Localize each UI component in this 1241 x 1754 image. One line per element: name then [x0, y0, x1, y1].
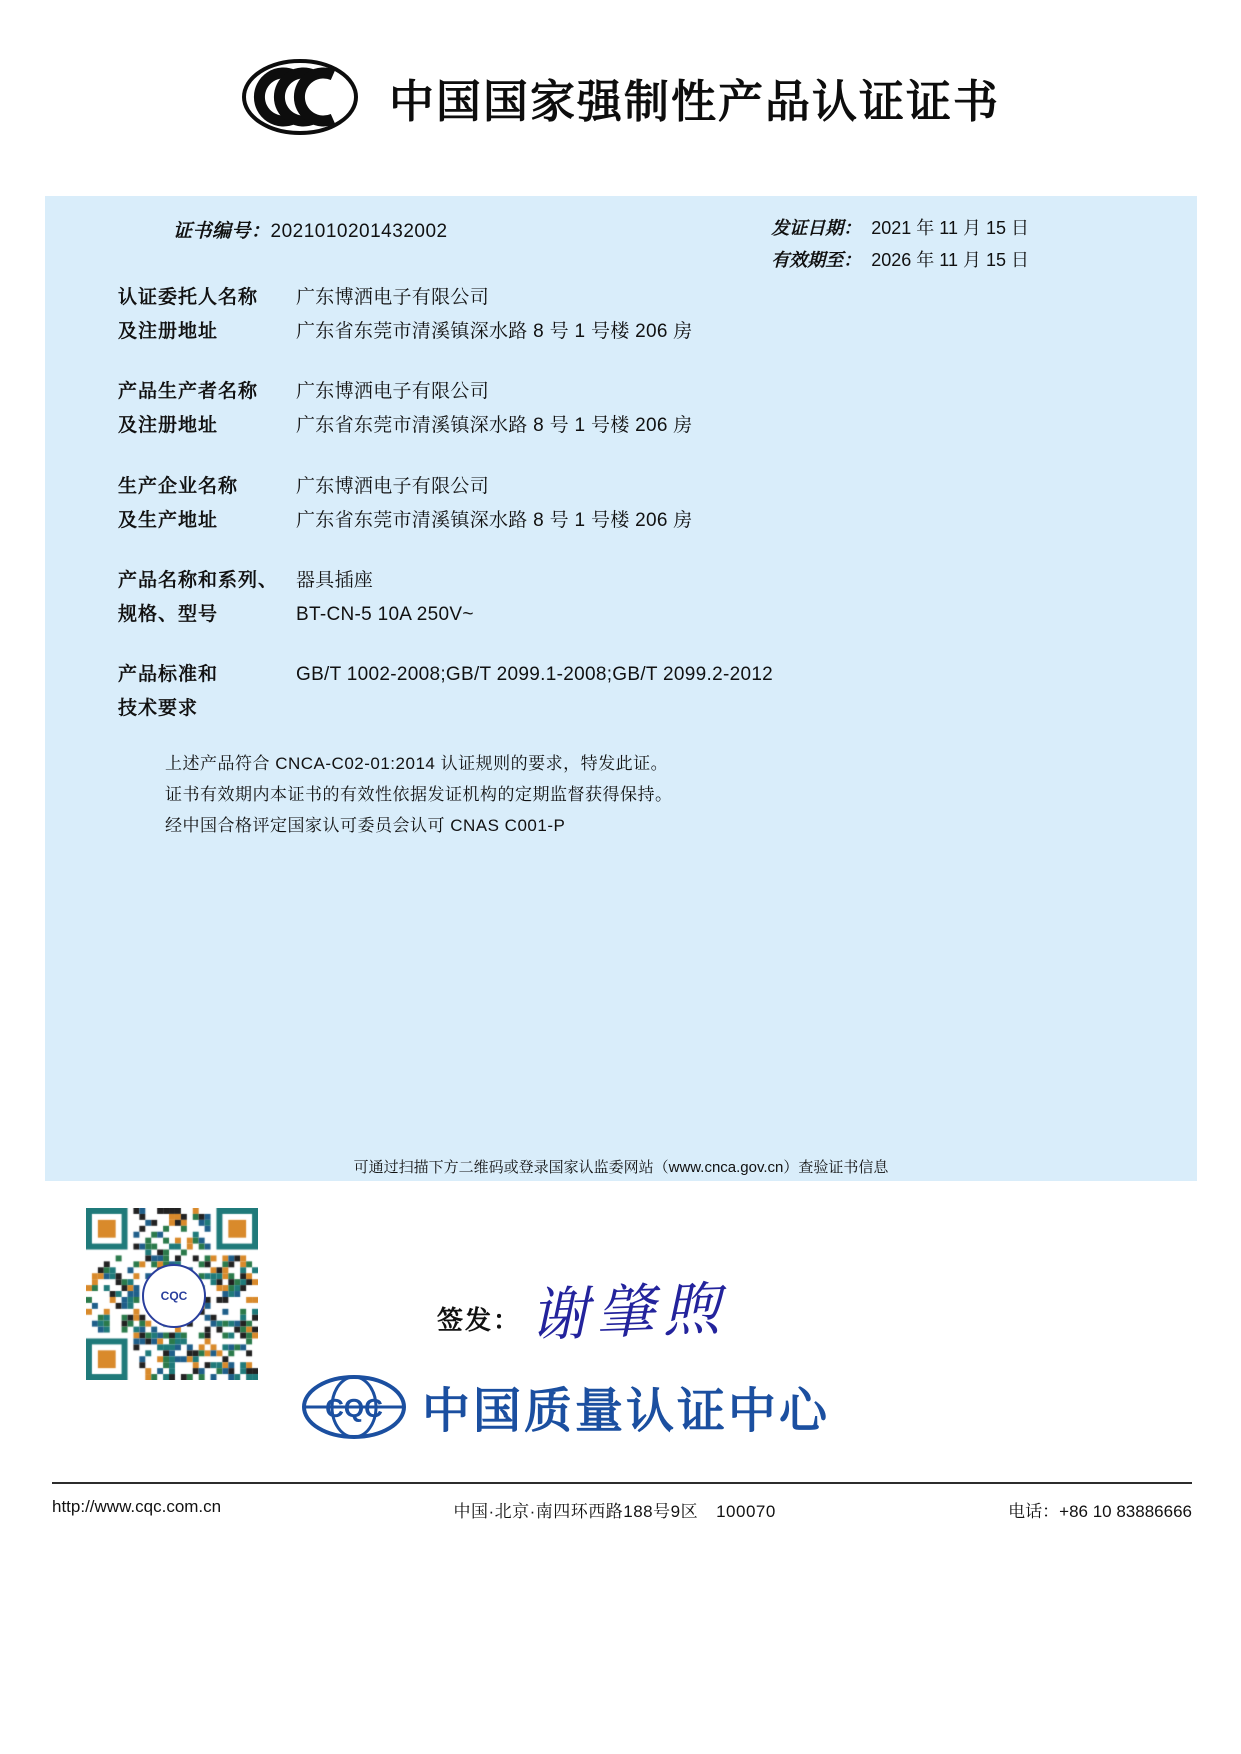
- note-line: 证书有效期内本证书的有效性依据发证机构的定期监督获得保持。: [165, 785, 673, 804]
- field-product-model: [118, 564, 1138, 632]
- field-label: [118, 470, 296, 538]
- certificate-header: [0, 52, 1241, 142]
- certificate-number-value: 2021010201432002: [270, 221, 448, 242]
- field-label-line1: 认证委托人名称: [118, 287, 259, 308]
- note-line: 经中国合格评定国家认可委员会认可 CNAS C001-P: [165, 816, 566, 835]
- field-value-line1: 广东博洒电子有限公司: [296, 476, 490, 497]
- page-footer: [52, 1497, 1192, 1522]
- footer-phone: 电话：+86 10 83886666: [1008, 1502, 1192, 1521]
- field-value-line2: 广东省东莞市清溪镇深水路 8 号 1 号楼 206 房: [296, 415, 693, 436]
- field-value-line2: 广东省东莞市清溪镇深水路 8 号 1 号楼 206 房: [296, 510, 693, 531]
- svg-text:CQC: CQC: [325, 1392, 383, 1423]
- field-value-line1: 广东博洒电子有限公司: [296, 381, 490, 402]
- issue-date-value: 2021 年 11 月 15 日: [871, 218, 1029, 238]
- valid-until-row: [771, 244, 1029, 276]
- field-value: [296, 658, 1138, 726]
- valid-until-label: 有效期至：: [771, 250, 862, 270]
- ccc-mark-icon: [241, 57, 359, 137]
- signature-name: 谢肇煦: [529, 1274, 730, 1350]
- field-label: [118, 281, 296, 349]
- cqc-logo-icon: [300, 1373, 408, 1441]
- field-label-line1: 产品名称和系列、: [118, 570, 279, 591]
- field-label: [118, 375, 296, 443]
- certificate-dates: [771, 212, 1029, 276]
- footer-address: 中国·北京·南四环西路188号9区: [453, 1502, 699, 1521]
- field-value: [296, 375, 1138, 443]
- cqc-name: 中国质量认证中心: [422, 1385, 831, 1438]
- page-title: 中国国家强制性产品认证证书: [388, 75, 1000, 127]
- field-label-line1: 生产企业名称: [118, 476, 239, 497]
- field-value-line2: 广东省东莞市清溪镇深水路 8 号 1 号楼 206 房: [296, 321, 693, 342]
- field-label-line2: 规格、型号: [118, 604, 219, 625]
- field-factory: [118, 470, 1138, 538]
- field-label-line1: 产品生产者名称: [118, 381, 259, 402]
- field-value-line1: 器具插座: [296, 570, 374, 591]
- footer-divider: [52, 1482, 1192, 1484]
- field-applicant: [118, 281, 1138, 349]
- certificate-number-label: 证书编号：: [173, 221, 271, 242]
- field-manufacturer: [118, 375, 1138, 443]
- field-label: [118, 564, 296, 632]
- field-value-line1: GB/T 1002-2008;GB/T 2099.1-2008;GB/T 2099.2-2012: [296, 664, 774, 685]
- field-label: [118, 658, 296, 726]
- qr-center-logo: CQC: [142, 1264, 206, 1328]
- field-value-line1: 广东博洒电子有限公司: [296, 287, 490, 308]
- field-standards: [118, 658, 1138, 726]
- field-label-line2: 及生产地址: [118, 510, 219, 531]
- signature-label: 签发：: [437, 1305, 522, 1335]
- field-value-line2: BT-CN-5 10A 250V~: [296, 604, 474, 625]
- field-value: [296, 470, 1138, 538]
- issue-date-row: [771, 212, 1029, 244]
- certificate-notes: [165, 748, 673, 841]
- certificate-qr-code[interactable]: [86, 1208, 258, 1380]
- valid-until-value: 2026 年 11 月 15 日: [871, 250, 1029, 270]
- field-label-line2: 及注册地址: [118, 321, 219, 342]
- note-line: 上述产品符合 CNCA-C02-01:2014 认证规则的要求，特发此证。: [165, 754, 669, 773]
- certificate-number-row: [173, 216, 448, 243]
- field-value: [296, 281, 1138, 349]
- footer-postcode: 100070: [716, 1502, 776, 1521]
- cqc-logo-block: [300, 1372, 830, 1441]
- issue-date-label: 发证日期：: [771, 218, 862, 238]
- field-label-line2: 技术要求: [118, 698, 199, 719]
- field-label-line1: 产品标准和: [118, 664, 219, 685]
- verification-note: 可通过扫描下方二维码或登录国家认监委网站（www.cnca.gov.cn）查验证书信息: [353, 1159, 889, 1176]
- field-value: [296, 564, 1138, 632]
- certificate-body-panel: [45, 196, 1197, 1181]
- field-label-line2: 及注册地址: [118, 415, 219, 436]
- footer-website[interactable]: http://www.cqc.com.cn: [52, 1497, 222, 1516]
- footer-address-block: [453, 1497, 775, 1522]
